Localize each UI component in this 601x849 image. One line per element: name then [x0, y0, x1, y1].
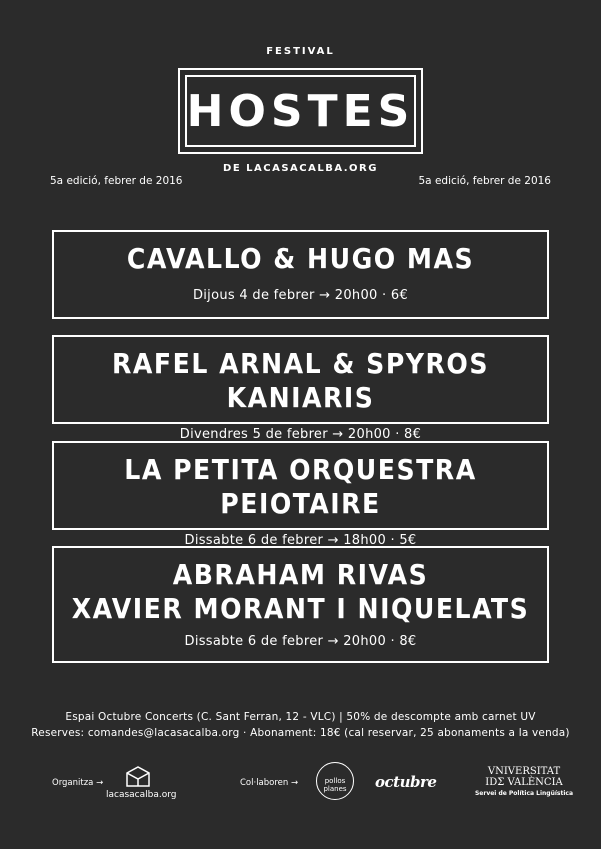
pollos-planes-text: pollos planes	[323, 777, 347, 793]
collaboren-label: Col·laboren →	[240, 778, 299, 788]
concert-card	[52, 230, 549, 319]
edition-left: 5a edició, febrer de 2016	[50, 175, 183, 187]
hostes-title: HOSTES	[185, 75, 416, 147]
concert-when: Dissabte 6 de febrer → 18h00 · 5€	[184, 533, 417, 548]
organitza-label: Organitza →	[52, 778, 104, 788]
octubre-logo: octubre	[375, 773, 437, 791]
festival-label: FESTIVAL	[266, 46, 335, 57]
concert-artist-line1: ABRAHAM RIVAS	[172, 558, 429, 591]
hostes-logo	[178, 68, 423, 154]
edition-right: 5a edició, febrer de 2016	[418, 175, 551, 187]
concert-card	[52, 441, 549, 548]
concert-artist: RAFEL ARNAL & SPYROS KANIARIS	[112, 347, 489, 414]
concert-when: Divendres 5 de febrer → 20h00 · 8€	[179, 427, 422, 442]
reservation-info: Reserves: comandes@lacasacalba.org · Abonament: 18€ (cal reservar, 25 abonaments a la venda)	[31, 727, 570, 739]
concert-card	[52, 546, 549, 663]
subtitle: DE LACASACALBA.ORG	[223, 163, 378, 174]
uv-logo-line1: VNIVERSITAT	[487, 766, 561, 777]
concert-artist: CAVALLO & HUGO MAS	[126, 242, 475, 275]
uv-logo-line2: IDΣ VALÈNCIA	[485, 777, 563, 788]
house-logo-icon	[124, 764, 152, 790]
concert-artist: LA PETITA ORQUESTRA PEIOTAIRE	[124, 453, 477, 520]
venue-info: Espai Octubre Concerts (C. Sant Ferran, 12 - VLC) | 50% de descompte amb carnet UV	[65, 711, 536, 723]
concert-when: Dissabte 6 de febrer → 20h00 · 8€	[184, 634, 417, 649]
concert-artist-line2: XAVIER MORANT I NIQUELATS	[71, 592, 530, 625]
organizer-logo-text: lacasacalba.org	[106, 790, 177, 800]
concert-card	[52, 335, 549, 442]
uv-logo-service: Servei de Política Lingüística	[474, 790, 574, 797]
concert-when: Dijous 4 de febrer → 20h00 · 6€	[192, 288, 409, 303]
